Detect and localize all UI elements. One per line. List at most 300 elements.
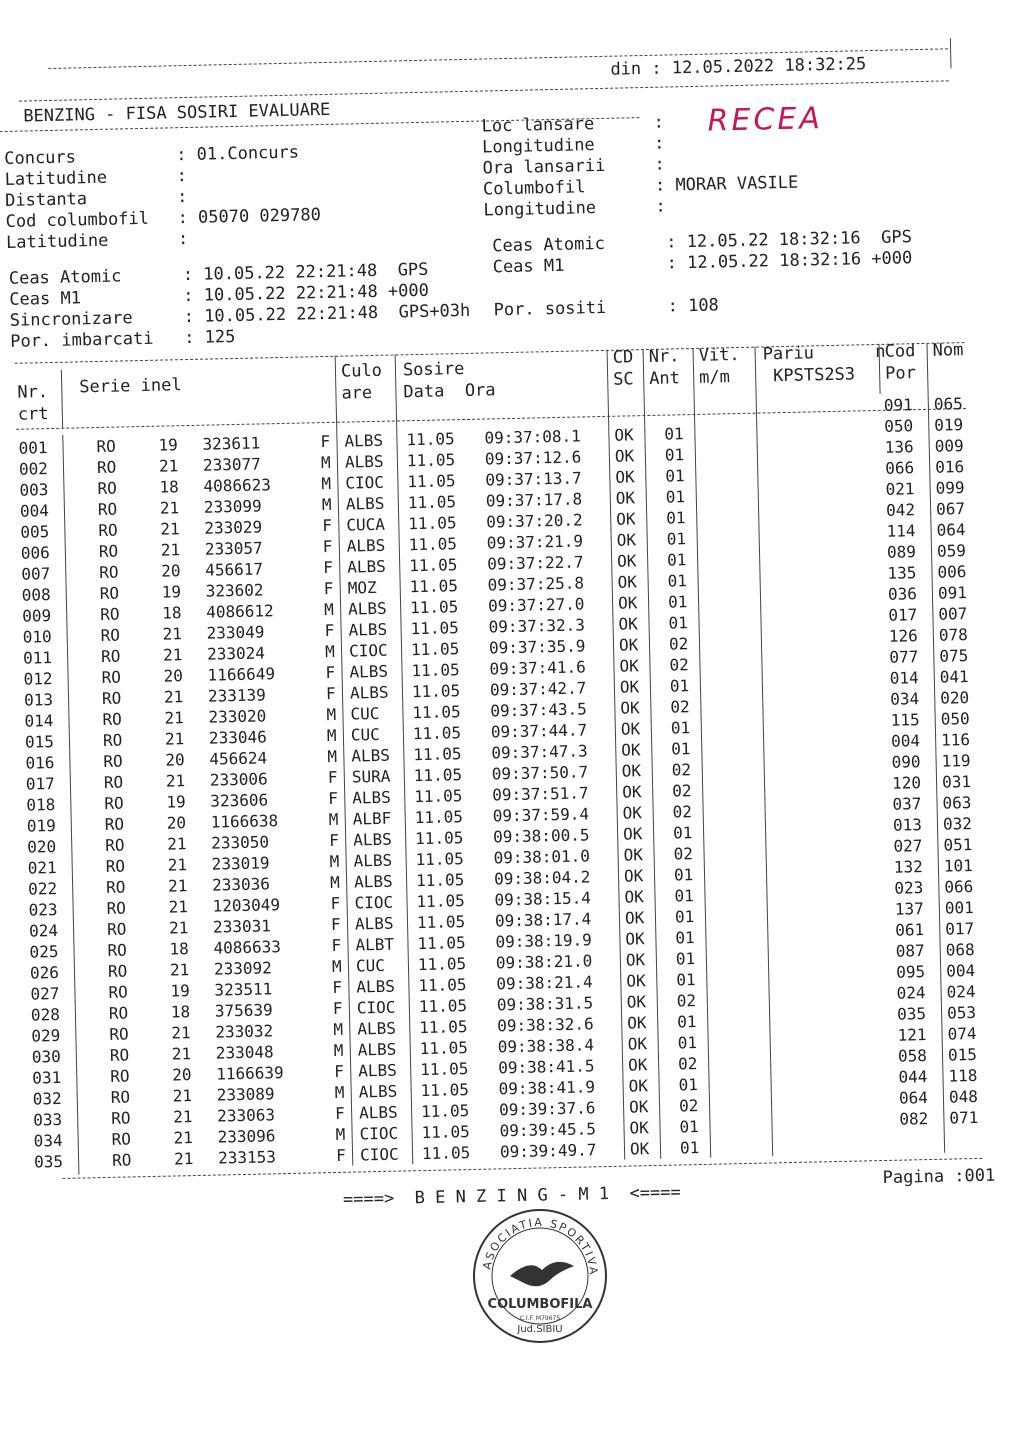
row-date: 11.05 <box>420 1101 470 1122</box>
row-ant: 01 <box>678 1075 699 1095</box>
row-time: 09:37:21.9 <box>486 531 584 553</box>
row-sex: M <box>323 599 335 620</box>
row-cd: OK <box>629 1139 650 1159</box>
row-sex: M <box>326 704 337 725</box>
row-country: RO <box>102 730 123 750</box>
row-nom: 015 <box>947 1044 978 1065</box>
row-cd: OK <box>626 971 646 991</box>
row-nom: 074 <box>947 1023 977 1044</box>
row-cd: OK <box>622 824 643 844</box>
row-country: RO <box>104 793 124 813</box>
row-cd: OK <box>629 1118 650 1138</box>
row-cod: 135 <box>887 563 917 583</box>
row-color: MOZ <box>347 577 377 598</box>
row-nr: 013 <box>23 690 54 710</box>
row-nr: 008 <box>21 585 51 605</box>
meta-left-value: : <box>176 186 188 208</box>
row-color: ALBS <box>351 745 391 766</box>
row-nom: 071 <box>949 1107 979 1128</box>
row-cod: 061 <box>895 920 925 940</box>
row-time: 09:37:32.3 <box>488 615 586 637</box>
row-color: ALBS <box>354 913 394 934</box>
row-cod: 091 <box>883 395 913 415</box>
row-nom: 119 <box>941 751 971 771</box>
row-date: 11.05 <box>421 1122 470 1143</box>
row-year: 21 <box>165 771 186 791</box>
row-ant: 02 <box>673 844 694 864</box>
stamp-top-text: ASOCIATIA SPORTIVA <box>480 1215 601 1277</box>
row-ant: 01 <box>679 1117 700 1137</box>
row-ring: 375639 <box>214 1000 273 1021</box>
row-ant: 02 <box>669 655 689 675</box>
row-sex: M <box>327 746 338 767</box>
row-sex: M <box>329 872 340 893</box>
row-sex: F <box>322 515 333 536</box>
row-cod: 013 <box>892 815 923 835</box>
row-nom: 099 <box>935 478 965 498</box>
row-cod: 004 <box>890 731 921 751</box>
row-cod: 087 <box>895 941 925 961</box>
row-country: RO <box>109 1024 129 1044</box>
row-sex: F <box>334 1061 345 1081</box>
row-cod: 036 <box>887 584 918 604</box>
row-nom: 101 <box>943 856 974 876</box>
header-nr: Nr. <box>17 382 49 403</box>
row-nr: 015 <box>24 732 55 752</box>
row-nom: 020 <box>940 688 970 708</box>
row-ring: 233139 <box>207 685 267 706</box>
row-year: 21 <box>159 498 180 518</box>
row-date: 11.05 <box>416 891 465 912</box>
meta-left-value: : <box>176 165 188 187</box>
row-color: CUC <box>350 724 381 745</box>
row-country: RO <box>108 1003 129 1023</box>
row-date: 11.05 <box>411 660 460 681</box>
row-year: 21 <box>173 1128 194 1148</box>
row-nr: 030 <box>31 1046 61 1067</box>
row-date: 11.05 <box>409 597 459 618</box>
row-ring: 456617 <box>205 559 264 580</box>
row-country: RO <box>96 457 117 478</box>
row-sex: F <box>332 977 343 998</box>
row-date: 11.05 <box>419 1038 469 1059</box>
row-cd: OK <box>614 425 634 445</box>
row-date: 11.05 <box>415 870 465 891</box>
clock-left-value: : 10.05.22 22:21:48 +000 <box>183 280 430 307</box>
row-time: 09:37:20.2 <box>486 510 583 532</box>
row-cod: 132 <box>893 857 924 877</box>
row-color: ALBS <box>353 871 393 892</box>
row-ring: 1166649 <box>207 664 276 685</box>
meta-right-value: : <box>653 112 665 133</box>
row-cd: OK <box>624 887 644 907</box>
row-date: 11.05 <box>415 849 465 870</box>
row-time: 09:38:41.5 <box>497 1056 595 1078</box>
row-ant: 01 <box>674 907 695 927</box>
row-nom: 053 <box>946 1002 977 1023</box>
row-ant: 01 <box>667 592 688 612</box>
header-pariu1: Pariu n <box>762 341 886 365</box>
row-nr: 031 <box>32 1067 62 1088</box>
row-cd: OK <box>622 782 642 802</box>
meta-right-label: Columbofil <box>482 177 586 200</box>
row-time: 09:38:15.4 <box>494 888 592 910</box>
row-cd: OK <box>628 1097 649 1117</box>
row-cd: OK <box>619 677 640 697</box>
row-year: 21 <box>163 687 184 707</box>
row-nom: 118 <box>948 1065 978 1086</box>
row-cod: 023 <box>894 878 924 898</box>
clock-left-label: Sincronizare <box>9 308 133 331</box>
row-ant: 02 <box>671 760 692 780</box>
row-sex: F <box>322 536 333 557</box>
meta-left-label: Latitudine <box>4 167 108 190</box>
row-year: 18 <box>169 939 190 959</box>
row-ring: 233050 <box>211 832 270 853</box>
row-country: RO <box>106 919 127 939</box>
row-year: 20 <box>166 813 187 833</box>
row-ant: 02 <box>676 991 697 1011</box>
row-time: 09:37:42.7 <box>489 678 587 700</box>
row-cod: 042 <box>885 500 916 520</box>
row-ring: 233006 <box>209 769 268 790</box>
clock-right-label: Ceas M1 <box>492 255 565 278</box>
row-cod: 044 <box>898 1067 928 1087</box>
row-color: SURA <box>351 766 391 787</box>
row-date: 11.05 <box>418 996 468 1017</box>
row-ant: 01 <box>672 823 693 843</box>
row-time: 09:37:27.0 <box>487 594 585 616</box>
row-color: ALBS <box>347 556 386 577</box>
row-date: 11.05 <box>418 975 467 996</box>
row-color: ALBF <box>352 808 392 829</box>
row-nom: 006 <box>937 562 967 582</box>
meta-left-label: Distanta <box>4 189 88 211</box>
row-time: 09:38:21.4 <box>496 972 593 994</box>
row-ring: 233046 <box>208 727 267 748</box>
row-color: ALBS <box>357 1018 397 1039</box>
row-cd: OK <box>623 866 644 886</box>
clock-right-label: Por. sositi <box>493 297 607 321</box>
clock-left-value: : 125 <box>183 326 236 349</box>
row-color: ALBS <box>352 829 392 850</box>
row-sex: F <box>334 1103 346 1123</box>
row-ring: 233029 <box>204 517 263 538</box>
header-serie: Serie inel <box>79 375 182 398</box>
row-year: 21 <box>169 960 190 980</box>
row-nom: 068 <box>945 939 975 960</box>
row-ant: 01 <box>665 487 686 507</box>
row-nr: 033 <box>33 1109 63 1130</box>
row-time: 09:38:04.2 <box>493 867 591 889</box>
row-nom: 016 <box>934 457 965 477</box>
row-year: 21 <box>168 897 189 917</box>
row-date: 11.05 <box>408 513 457 534</box>
row-country: RO <box>98 520 118 541</box>
meta-right-label: Loc lansare <box>481 114 595 137</box>
row-country: RO <box>103 772 124 792</box>
header-cd2: SC <box>613 369 634 390</box>
row-cod: 121 <box>897 1025 927 1045</box>
row-time: 09:37:13.7 <box>485 468 582 490</box>
stamp-bottom-text: Jud.SIBIU <box>517 1324 563 1335</box>
row-color: CIOC <box>348 640 388 661</box>
row-nom: 075 <box>939 646 969 666</box>
row-cd: OK <box>627 1013 647 1033</box>
clock-right-value: : 12.05.22 18:32:16 +000 <box>666 248 913 274</box>
meta-left-value: : <box>177 228 189 250</box>
footer-banner: ====> B E N Z I N G - M 1 <==== <box>342 1182 681 1210</box>
row-nom: 059 <box>936 541 967 561</box>
row-cod: 066 <box>885 458 915 478</box>
row-country: RO <box>98 541 119 561</box>
row-nom: 031 <box>941 772 972 792</box>
row-ring: 233096 <box>217 1126 276 1147</box>
meta-left-label: Cod columbofil <box>5 208 150 232</box>
row-nr: 035 <box>33 1151 64 1172</box>
row-ant: 01 <box>677 1033 698 1053</box>
header-culo1: Culo <box>340 360 383 382</box>
row-cd: OK <box>628 1076 649 1096</box>
row-time: 09:38:00.5 <box>492 825 590 847</box>
row-ring: 4086612 <box>205 601 274 622</box>
row-nom: 032 <box>942 814 973 834</box>
row-color: ALBS <box>357 1039 397 1060</box>
row-cd: OK <box>615 467 635 487</box>
row-cd: OK <box>622 803 643 823</box>
row-ant: 01 <box>679 1138 700 1158</box>
row-ring: 1166639 <box>216 1063 284 1084</box>
row-cod: 115 <box>890 710 920 730</box>
row-color: ALBS <box>349 682 389 703</box>
row-sex: M <box>321 494 332 515</box>
row-ring: 323611 <box>202 433 261 454</box>
row-nr: 034 <box>33 1130 63 1151</box>
row-ant: 01 <box>674 886 694 906</box>
row-nr: 004 <box>19 501 50 521</box>
row-ring: 233020 <box>208 706 267 727</box>
row-year: 21 <box>167 855 188 875</box>
row-year: 21 <box>160 540 181 560</box>
row-time: 09:38:19.9 <box>495 930 592 952</box>
row-time: 09:37:47.3 <box>491 741 588 763</box>
row-nr: 017 <box>25 774 56 794</box>
row-nr: 018 <box>26 795 56 815</box>
row-ant: 01 <box>670 718 691 738</box>
row-ring: 233024 <box>206 643 266 664</box>
row-ant: 01 <box>671 739 691 759</box>
row-nr: 005 <box>20 522 50 542</box>
row-color: ALBS <box>358 1081 398 1102</box>
row-country: RO <box>99 583 120 603</box>
header-nom: Nom <box>932 340 964 361</box>
row-cd: OK <box>617 593 638 613</box>
meta-right-value: : <box>655 196 666 217</box>
row-nr: 028 <box>30 1004 61 1025</box>
row-year: 20 <box>163 666 184 686</box>
row-country: RO <box>110 1087 131 1107</box>
row-country: RO <box>108 982 128 1002</box>
row-date: 11.05 <box>419 1017 468 1038</box>
row-year: 20 <box>165 750 185 770</box>
row-country: RO <box>97 499 118 520</box>
row-nom: 019 <box>934 415 964 435</box>
row-country: RO <box>102 709 122 729</box>
row-color: ALBS <box>358 1060 397 1081</box>
row-year: 21 <box>167 834 187 854</box>
row-date: 11.05 <box>417 933 466 954</box>
row-time: 09:37:35.9 <box>488 636 586 658</box>
row-cod: 021 <box>885 479 915 499</box>
meta-left-label: Latitudine <box>5 230 109 253</box>
row-color: ALBS <box>344 430 384 451</box>
row-color: CIOC <box>359 1144 399 1165</box>
row-country: RO <box>103 751 123 771</box>
header-nr1: Nr. <box>648 346 680 367</box>
row-year: 21 <box>173 1149 194 1169</box>
row-country: RO <box>101 667 122 687</box>
clock-right-value: : 108 <box>667 295 720 317</box>
header-nr2: Ant <box>648 368 681 389</box>
row-year: 21 <box>164 708 184 728</box>
row-cd: OK <box>620 698 640 718</box>
row-sex: F <box>332 998 343 1019</box>
row-cod: 090 <box>891 752 921 772</box>
row-country: RO <box>105 835 125 855</box>
row-year: 18 <box>161 603 182 623</box>
row-nr: 010 <box>22 627 52 647</box>
report-datetime: din : 12.05.2022 18:32:25 <box>610 54 867 80</box>
row-ant: 02 <box>677 1054 698 1074</box>
row-color: CIOC <box>345 472 385 493</box>
row-year: 19 <box>158 435 179 455</box>
row-country: RO <box>104 814 125 834</box>
row-color: CIOC <box>359 1123 399 1144</box>
row-year: 21 <box>160 519 180 539</box>
row-sex: F <box>330 893 341 914</box>
row-nr: 011 <box>22 648 53 668</box>
row-cd: OK <box>616 551 637 571</box>
row-nom: 064 <box>936 520 966 540</box>
row-ring: 233049 <box>206 622 265 643</box>
row-date: 11.05 <box>410 639 460 660</box>
row-ring: 233032 <box>215 1021 274 1042</box>
row-cd: OK <box>625 929 645 949</box>
row-ant: 02 <box>678 1096 699 1116</box>
row-nom: 041 <box>939 667 969 687</box>
clock-left-value: : 10.05.22 22:21:48 GPS <box>182 259 429 286</box>
row-year: 21 <box>168 918 189 938</box>
row-country: RO <box>105 877 126 897</box>
row-cd: OK <box>617 572 638 592</box>
row-ring: 233077 <box>202 454 261 475</box>
row-date: 11.05 <box>417 954 467 975</box>
row-cod: 089 <box>886 542 917 562</box>
frame-edge <box>950 38 952 68</box>
row-sex: F <box>330 914 341 935</box>
row-country: RO <box>106 898 127 918</box>
row-color: ALBS <box>347 598 387 619</box>
row-sex: M <box>321 473 332 494</box>
header-cod2: Por <box>884 363 917 384</box>
row-ant: 01 <box>666 508 686 528</box>
clock-right-label: Ceas Atomic <box>492 233 606 257</box>
row-time: 09:38:01.0 <box>493 846 591 868</box>
row-time: 09:37:59.4 <box>492 804 590 826</box>
row-nom: 017 <box>945 918 975 939</box>
row-nom: 065 <box>933 394 963 414</box>
row-year: 18 <box>159 477 179 497</box>
header-cd1: CD <box>612 347 634 368</box>
header-pariu2: KPSTS2S3 <box>772 364 856 387</box>
row-date: 11.05 <box>414 828 464 849</box>
row-nom: 078 <box>938 625 968 645</box>
row-country: RO <box>111 1129 132 1149</box>
row-nom: 009 <box>934 436 964 456</box>
row-country: RO <box>99 562 119 582</box>
row-time: 09:38:41.9 <box>498 1077 596 1099</box>
row-ant: 01 <box>673 865 694 885</box>
row-country: RO <box>110 1066 130 1086</box>
clock-left-label: Ceas M1 <box>9 288 82 310</box>
row-nom: 050 <box>940 709 970 729</box>
row-country: RO <box>100 646 121 666</box>
row-nr: 009 <box>22 606 52 626</box>
row-country: RO <box>107 961 128 981</box>
clock-left-value: : 10.05.22 22:21:48 GPS+03h <box>183 300 471 328</box>
row-ant: 01 <box>664 445 685 465</box>
row-cd: OK <box>615 488 636 508</box>
row-time: 09:39:45.5 <box>499 1119 597 1141</box>
row-cod: 037 <box>892 794 922 814</box>
row-sex: M <box>334 1082 345 1102</box>
stamp-cif: C.I.F. M79675 <box>519 1315 561 1322</box>
row-ring: 233063 <box>216 1105 276 1126</box>
row-ant: 02 <box>672 802 693 822</box>
row-nr: 002 <box>18 459 49 479</box>
association-stamp <box>470 1206 610 1346</box>
meta-right-value: : <box>653 133 665 154</box>
row-cod: 136 <box>884 437 914 457</box>
row-date: 11.05 <box>412 723 462 744</box>
row-ring: 323511 <box>214 979 273 1000</box>
row-ring: 233036 <box>211 874 271 895</box>
row-ring: 233048 <box>215 1042 274 1063</box>
clock-left-label: Ceas Atomic <box>8 266 122 289</box>
row-cd: OK <box>619 656 639 676</box>
row-sex: F <box>325 662 336 683</box>
row-date: 11.05 <box>408 534 458 555</box>
row-time: 09:37:22.7 <box>487 552 584 574</box>
row-nom: 001 <box>944 898 974 918</box>
row-ring: 233057 <box>204 538 263 559</box>
row-sex: M <box>326 725 337 746</box>
row-date: 11.05 <box>420 1059 469 1080</box>
row-year: 20 <box>172 1065 192 1085</box>
row-color: ALBS <box>346 535 386 556</box>
row-sex: M <box>335 1124 346 1144</box>
row-sex: F <box>325 683 336 704</box>
row-color: ALBS <box>356 976 396 997</box>
row-cod: 027 <box>893 836 923 856</box>
row-ant: 01 <box>667 571 688 591</box>
row-cd: OK <box>618 614 639 634</box>
row-ring: 233019 <box>211 853 270 874</box>
row-cd: OK <box>621 740 641 760</box>
row-sex: M <box>333 1040 344 1060</box>
row-cod: 058 <box>897 1046 928 1066</box>
row-nr: 027 <box>30 983 60 1004</box>
